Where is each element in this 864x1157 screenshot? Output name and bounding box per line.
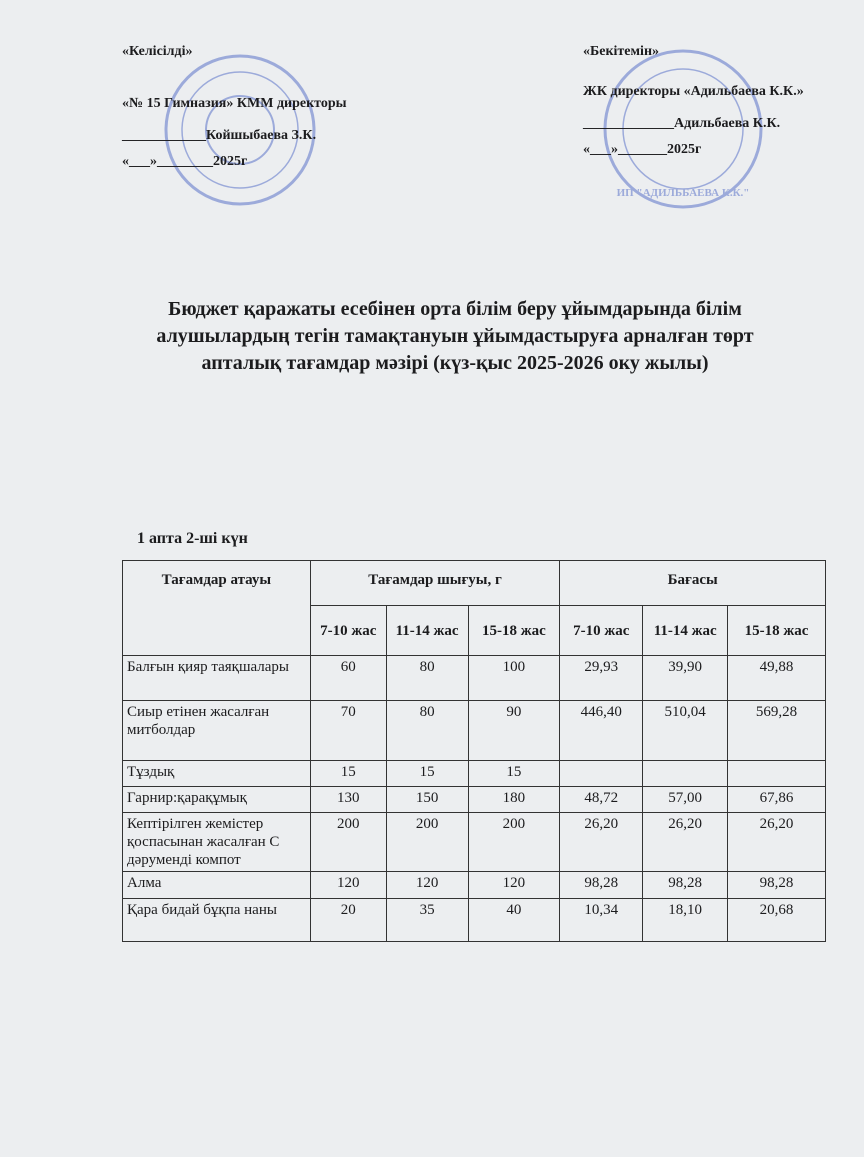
approved-label: «Бекітемін»	[583, 44, 660, 59]
price-cell: 98,28	[728, 872, 826, 899]
price-cell: 18,10	[643, 899, 728, 942]
table-row	[123, 701, 826, 761]
output-cell: 100	[468, 656, 560, 701]
output-cell: 200	[386, 813, 468, 872]
price-cell: 10,34	[560, 899, 643, 942]
output-cell: 60	[310, 656, 386, 701]
day-subtitle: 1 апта 2-ші күн	[137, 530, 248, 547]
header-price: Бағасы	[560, 561, 826, 606]
price-cell	[643, 761, 728, 787]
header-age-group: 7-10 жас	[310, 606, 386, 656]
table-row	[123, 787, 826, 813]
table-row	[123, 872, 826, 899]
output-cell: 80	[386, 656, 468, 701]
dish-name: Гарнир:қарақұмық	[123, 787, 311, 813]
dish-name: Тұздық	[123, 761, 311, 787]
header-age-group: 11-14 жас	[386, 606, 468, 656]
output-cell: 40	[468, 899, 560, 942]
output-cell: 80	[386, 701, 468, 761]
header-dish-name: Тағамдар атауы	[123, 561, 311, 656]
price-cell: 39,90	[643, 656, 728, 701]
output-cell: 120	[386, 872, 468, 899]
stamp-text: ИП "АДИЛЬБАЕВА К.К."	[616, 187, 750, 199]
price-cell: 29,93	[560, 656, 643, 701]
agreed-signature: ____________Койшыбаева З.К.	[122, 128, 317, 143]
output-cell: 15	[386, 761, 468, 787]
price-cell: 49,88	[728, 656, 826, 701]
table-row	[123, 656, 826, 701]
title-line: апталық тағамдар мәзірі (күз-қыс 2025-2026 оку жылы)	[201, 352, 709, 374]
output-cell: 15	[468, 761, 560, 787]
agreed-position: «№ 15 Гимназия» КММ директоры	[122, 96, 347, 111]
document-title	[110, 296, 800, 377]
header-age-group: 15-18 жас	[728, 606, 826, 656]
approved-position: ЖК директоры «Адильбаева К.К.»	[583, 84, 804, 99]
output-cell: 120	[468, 872, 560, 899]
dish-name: Қара бидай бұқпа наны	[123, 899, 311, 942]
dish-name: Алма	[123, 872, 311, 899]
dish-name: Кептірілген жемістер қоспасынан жасалған С дәруменді компот	[123, 813, 311, 872]
price-cell: 67,86	[728, 787, 826, 813]
output-cell: 20	[310, 899, 386, 942]
table-row	[123, 813, 826, 872]
title-line: алушылардың тегін тамақтануын ұйымдастыруға арналған төрт	[156, 325, 754, 347]
output-cell: 130	[310, 787, 386, 813]
output-cell: 15	[310, 761, 386, 787]
table-row	[123, 761, 826, 787]
output-cell: 90	[468, 701, 560, 761]
price-cell: 569,28	[728, 701, 826, 761]
price-cell: 57,00	[643, 787, 728, 813]
header-age-group: 15-18 жас	[468, 606, 560, 656]
price-cell: 26,20	[560, 813, 643, 872]
output-cell: 200	[468, 813, 560, 872]
agreed-label: «Келісілді»	[122, 44, 193, 59]
dish-name: Балғын қияр таяқшалары	[123, 656, 311, 701]
price-cell: 26,20	[728, 813, 826, 872]
price-cell: 20,68	[728, 899, 826, 942]
output-cell: 180	[468, 787, 560, 813]
header-age-group: 11-14 жас	[643, 606, 728, 656]
title-line: Бюджет қаражаты есебінен орта білім беру ұйымдарында білім	[168, 298, 742, 320]
price-cell	[560, 761, 643, 787]
approved-signature: _____________Адильбаева К.К.	[583, 116, 781, 131]
price-cell: 98,28	[643, 872, 728, 899]
price-cell: 26,20	[643, 813, 728, 872]
dish-name: Сиыр етінен жасалған митболдар	[123, 701, 311, 761]
price-cell: 98,28	[560, 872, 643, 899]
output-cell: 35	[386, 899, 468, 942]
header-age-group: 7-10 жас	[560, 606, 643, 656]
output-cell: 200	[310, 813, 386, 872]
menu-table	[122, 560, 826, 942]
output-cell: 70	[310, 701, 386, 761]
price-cell	[728, 761, 826, 787]
table-row	[123, 899, 826, 942]
approved-date: «___»_______2025г	[583, 142, 702, 157]
agreed-date: «___»________2025г	[122, 154, 248, 169]
price-cell: 446,40	[560, 701, 643, 761]
output-cell: 150	[386, 787, 468, 813]
price-cell: 510,04	[643, 701, 728, 761]
price-cell: 48,72	[560, 787, 643, 813]
header-output: Тағамдар шығуы, г	[310, 561, 560, 606]
output-cell: 120	[310, 872, 386, 899]
